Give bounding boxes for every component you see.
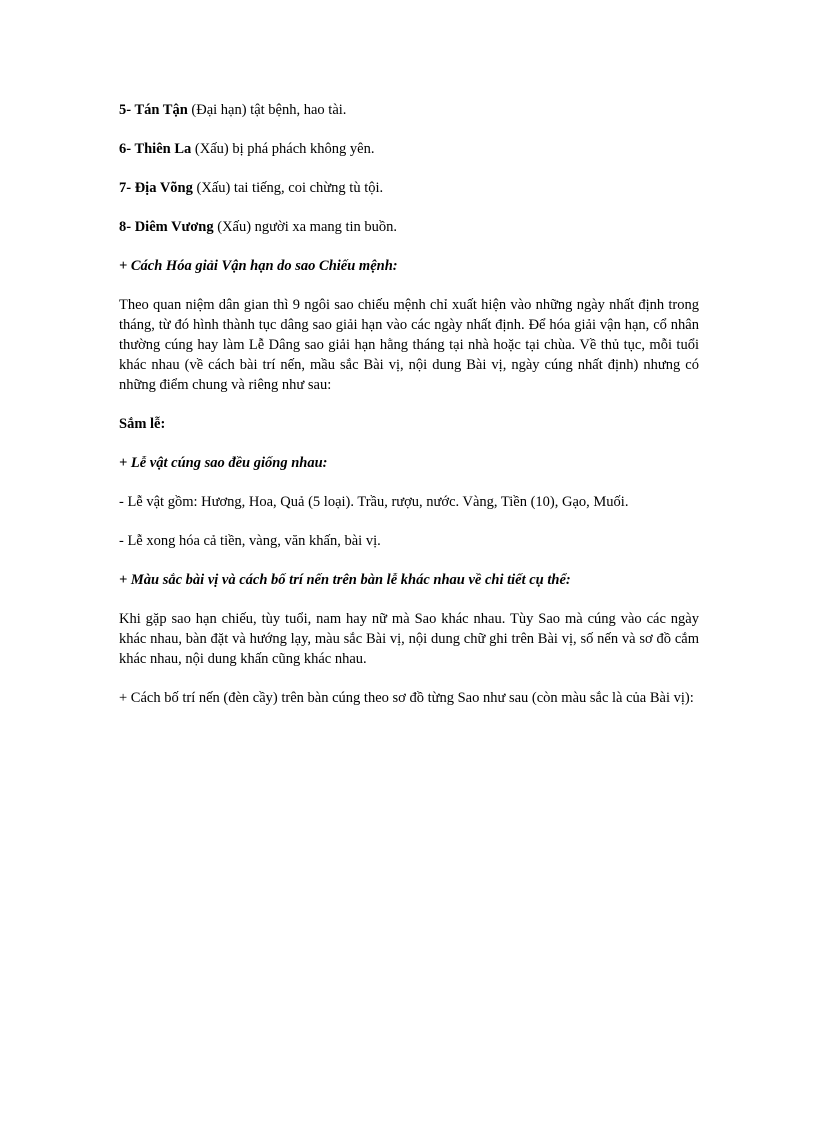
list-item-le-vat: - Lễ vật gồm: Hương, Hoa, Quả (5 loại). Trầu, rượu, nước. Vàng, Tiền (10), Gạo, Muối. xyxy=(119,494,629,510)
paragraph-quan-niem: Theo quan niệm dân gian thì 9 ngôi sao chiếu mệnh chỉ xuất hiện vào những ngày nhất định trong tháng, từ đó hình thành tục dâng sao giải hạn vào các ngày nhất định. Để hóa giải vận hạn, cổ nhân thường cúng hay làm Lễ Dâng sao giải hạn hằng tháng tại nhà hoặc tại chùa. Về thủ tục, mỗi tuổi khác nhau (về cách bài trí nến, mầu sắc Bài vị, nội dung Bài vị, ngày cúng nhất định) nhưng có những điểm chung và riêng như sau: xyxy=(119,297,699,393)
document-page xyxy=(119,100,699,727)
star-item-dia-vong xyxy=(119,178,699,198)
star-name: 8- Diêm Vương xyxy=(119,219,214,235)
paragraph-cach-bo-tri: + Cách bố trí nến (đèn cầy) trên bàn cúng theo sơ đồ từng Sao như sau (còn màu sắc là của Bài vị): xyxy=(119,690,694,706)
heading-hoa-giai: + Cách Hóa giải Vận hạn do sao Chiếu mệnh: xyxy=(119,258,398,274)
paragraph-khi-gap: Khi gặp sao hạn chiếu, tùy tuổi, nam hay nữ mà Sao khác nhau. Tùy Sao mà cúng vào các ngày khác nhau, bàn đặt và hướng lạy, màu sắc Bài vị, nội dung chữ ghi trên Bài vị, số nến và sơ đồ cắm khác nhau, nội dung khấn cũng khác nhau. xyxy=(119,611,699,667)
star-desc: (Xấu) tai tiếng, coi chừng tù tội. xyxy=(192,180,384,196)
star-desc: (Xấu) người xa mang tin buồn. xyxy=(213,219,398,235)
list-item-le-xong: - Lễ xong hóa cả tiền, vàng, văn khấn, bài vị. xyxy=(119,533,381,549)
star-name: 5- Tán Tận xyxy=(119,102,188,118)
heading-sam-le: Sắm lễ: xyxy=(119,416,166,432)
star-item-tan-tan xyxy=(119,100,699,120)
star-item-diem-vuong xyxy=(119,217,699,237)
star-desc: (Đại hạn) tật bệnh, hao tài. xyxy=(187,102,347,118)
star-name: 6- Thiên La xyxy=(119,141,192,157)
heading-mau-sac: + Màu sắc bài vị và cách bố trí nến trên bàn lễ khác nhau về chi tiết cụ thể: xyxy=(119,572,571,588)
star-desc: (Xấu) bị phá phách không yên. xyxy=(191,141,375,157)
star-item-thien-la xyxy=(119,139,699,159)
heading-le-vat: + Lễ vật cúng sao đều giống nhau: xyxy=(119,455,328,471)
star-name: 7- Địa Võng xyxy=(119,180,193,196)
